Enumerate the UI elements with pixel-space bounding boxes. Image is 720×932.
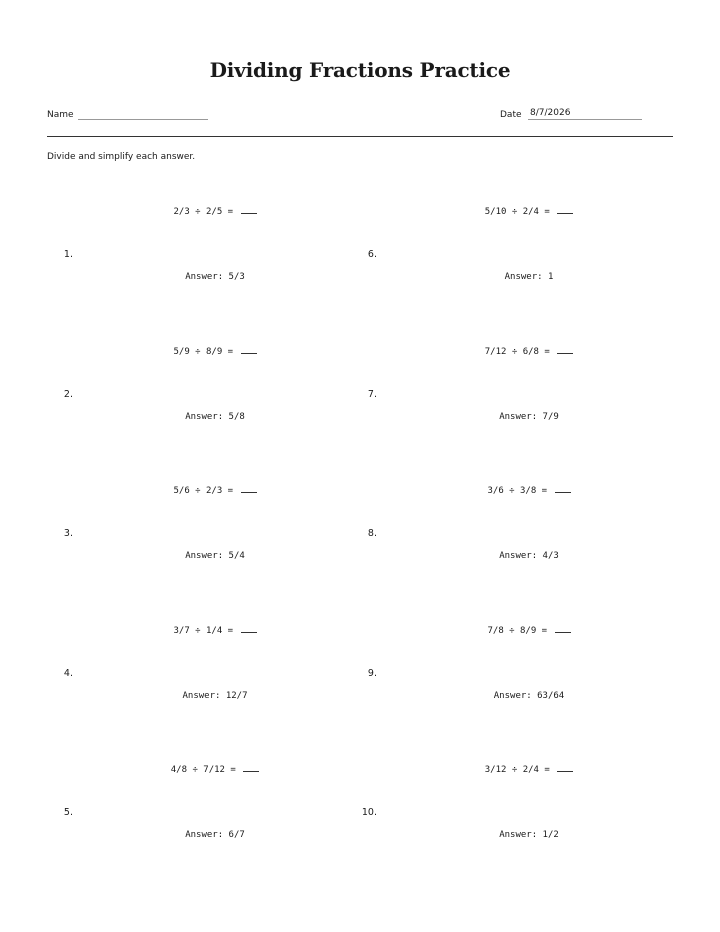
instructions: Divide and simplify each answer. [47, 152, 196, 162]
problem-number: 6. [367, 249, 377, 260]
date-field[interactable] [528, 119, 642, 120]
problem-item [55, 624, 375, 744]
date-value: 8/7/2026 [530, 108, 571, 118]
problem-item [55, 484, 375, 604]
problem-number: 7. [367, 389, 377, 400]
problem-number: 1. [63, 249, 73, 260]
problem-item [369, 205, 689, 325]
problem-question: 3/6 ÷ 3/8 = [369, 484, 689, 496]
problem-question: 4/8 ÷ 7/12 = [55, 763, 375, 775]
problem-question: 2/3 ÷ 2/5 = [55, 205, 375, 217]
problem-answer: Answer: 5/8 [185, 412, 245, 422]
problem-question: 7/8 ÷ 8/9 = [369, 624, 689, 636]
problem-item [361, 763, 689, 883]
problem-number: 9. [367, 668, 377, 679]
page-title: Dividing Fractions Practice [209, 58, 511, 82]
problem-number: 10. [361, 807, 377, 818]
problem-question: 5/9 ÷ 8/9 = [55, 345, 375, 357]
problem-number: 8. [367, 528, 377, 539]
problem-answer: Answer: 6/7 [185, 830, 245, 840]
problem-answer: Answer: 1 [504, 272, 554, 282]
problem-question: 3/7 ÷ 1/4 = [55, 624, 375, 636]
problem-answer: Answer: 1/2 [499, 830, 559, 840]
problem-number: 2. [63, 389, 73, 400]
problem-question: 3/12 ÷ 2/4 = [369, 763, 689, 775]
problem-item [55, 205, 375, 325]
header-divider [47, 136, 673, 137]
problem-answer: Answer: 4/3 [499, 551, 559, 561]
problem-answer: Answer: 7/9 [499, 412, 559, 422]
problem-question: 5/10 ÷ 2/4 = [369, 205, 689, 217]
problem-item [369, 345, 689, 465]
problem-answer: Answer: 63/64 [493, 691, 565, 701]
date-label: Date [500, 110, 522, 120]
problem-number: 3. [63, 528, 73, 539]
problem-question: 5/6 ÷ 2/3 = [55, 484, 375, 496]
problem-item [55, 345, 375, 465]
name-label: Name [47, 110, 74, 120]
problem-answer: Answer: 12/7 [182, 691, 248, 701]
problem-answer: Answer: 5/4 [185, 551, 245, 561]
problem-question: 7/12 ÷ 6/8 = [369, 345, 689, 357]
problem-item [369, 624, 689, 744]
name-field[interactable] [78, 119, 208, 120]
problem-item [369, 484, 689, 604]
problem-number: 4. [63, 668, 73, 679]
problem-answer: Answer: 5/3 [185, 272, 245, 282]
problem-number: 5. [63, 807, 73, 818]
problem-item [55, 763, 375, 883]
